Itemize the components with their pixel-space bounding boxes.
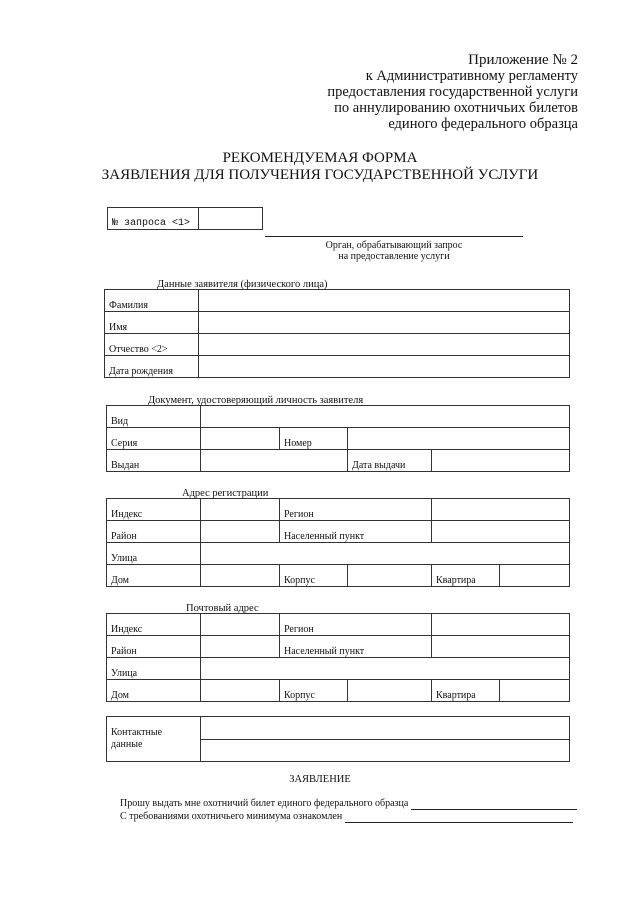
appendix-line: предоставления государственной услуги: [327, 84, 578, 100]
reg-locality-field[interactable]: [432, 521, 570, 543]
doc-type-field[interactable]: [201, 406, 570, 428]
postal-region-label: Регион: [280, 614, 432, 636]
issue-date-field[interactable]: [432, 450, 570, 472]
statement-acknowledge-row: [120, 811, 573, 823]
issued-by-label: Выдан: [107, 450, 201, 472]
contacts-label-line1: Контактные: [111, 727, 163, 738]
name-field[interactable]: [199, 312, 570, 334]
postal-apartment-label: Квартира: [432, 680, 500, 702]
issue-date-label: Дата выдачи: [348, 450, 432, 472]
postal-building-label: Корпус: [280, 680, 348, 702]
appendix-line: к Административному регламенту: [365, 68, 578, 84]
table-row: [107, 658, 570, 680]
number-label: Номер: [280, 428, 348, 450]
contacts-table: [106, 716, 570, 762]
surname-field[interactable]: [199, 290, 570, 312]
patronymic-label: Отчество <2>: [105, 334, 199, 356]
statement-request-row: [120, 798, 577, 810]
table-row: [107, 428, 570, 450]
reg-apartment-label: Квартира: [432, 565, 500, 587]
reg-building-label: Корпус: [280, 565, 348, 587]
postal-district-label: Район: [107, 636, 201, 658]
table-row: [105, 356, 570, 378]
birth-date-label: Дата рождения: [105, 356, 199, 378]
organ-underline[interactable]: [265, 236, 523, 237]
reg-district-field[interactable]: [201, 521, 280, 543]
table-row: [107, 543, 570, 565]
reg-house-field[interactable]: [201, 565, 280, 587]
postal-house-label: Дом: [107, 680, 201, 702]
registration-table: [106, 498, 570, 587]
table-row: [107, 499, 570, 521]
identity-table: [106, 405, 570, 472]
identity-section-title: Документ, удостоверяющий личность заявителя: [148, 395, 364, 406]
statement-request-text: Прошу выдать мне охотничий билет единого федерального образца: [120, 798, 409, 809]
contacts-field-2[interactable]: [201, 739, 570, 762]
reg-index-label: Индекс: [107, 499, 201, 521]
statement-title: ЗАЯВЛЕНИЕ: [289, 774, 351, 785]
postal-building-field[interactable]: [348, 680, 432, 702]
postal-region-field[interactable]: [432, 614, 570, 636]
reg-apartment-field[interactable]: [500, 565, 570, 587]
table-row: [107, 680, 570, 702]
reg-building-field[interactable]: [348, 565, 432, 587]
number-field[interactable]: [348, 428, 570, 450]
postal-house-field[interactable]: [201, 680, 280, 702]
name-label: Имя: [105, 312, 199, 334]
postal-apartment-field[interactable]: [500, 680, 570, 702]
postal-section-title: Почтовый адрес: [186, 603, 259, 614]
table-row: [105, 290, 570, 312]
statement-acknowledge-text: С требованиями охотничьего минимума ознакомлен: [120, 811, 343, 822]
table-row: [105, 334, 570, 356]
reg-street-label: Улица: [107, 543, 201, 565]
postal-table: [106, 613, 570, 702]
applicant-table: [104, 289, 570, 378]
table-row: [107, 565, 570, 587]
series-field[interactable]: [201, 428, 280, 450]
contacts-field-1[interactable]: [201, 717, 570, 740]
patronymic-field[interactable]: [199, 334, 570, 356]
reg-district-label: Район: [107, 521, 201, 543]
table-row: [107, 450, 570, 472]
reg-index-field[interactable]: [201, 499, 280, 521]
table-row: [107, 636, 570, 658]
series-label: Серия: [107, 428, 201, 450]
statement-acknowledge-field[interactable]: [345, 811, 573, 823]
postal-locality-label: Населенный пункт: [280, 636, 432, 658]
reg-street-field[interactable]: [201, 543, 570, 565]
appendix-line: единого федерального образца: [388, 116, 578, 132]
issued-by-field[interactable]: [201, 450, 348, 472]
table-row: [107, 521, 570, 543]
appendix-line: по аннулированию охотничьих билетов: [334, 100, 578, 116]
form-title-line1: РЕКОМЕНДУЕМАЯ ФОРМА: [222, 150, 418, 166]
table-row: [107, 717, 570, 740]
doc-type-label: Вид: [107, 406, 201, 428]
request-number-box: [107, 207, 263, 230]
postal-index-label: Индекс: [107, 614, 201, 636]
registration-section-title: Адрес регистрации: [182, 488, 269, 499]
applicant-section-title: Данные заявителя (физического лица): [157, 279, 328, 290]
request-number-label: № запроса <1>: [108, 208, 199, 230]
table-row: [105, 312, 570, 334]
contacts-label-line2: данные: [111, 739, 143, 750]
table-row: [107, 614, 570, 636]
postal-locality-field[interactable]: [432, 636, 570, 658]
organ-caption: Орган, обрабатывающий запрос: [325, 240, 463, 251]
surname-label: Фамилия: [105, 290, 199, 312]
reg-region-label: Регион: [280, 499, 432, 521]
birth-date-field[interactable]: [199, 356, 570, 378]
reg-house-label: Дом: [107, 565, 201, 587]
postal-district-field[interactable]: [201, 636, 280, 658]
appendix-number: Приложение № 2: [468, 52, 578, 68]
organ-caption: на предоставление услуги: [338, 251, 450, 262]
statement-request-field[interactable]: [411, 798, 577, 810]
postal-street-label: Улица: [107, 658, 201, 680]
contacts-label: [107, 717, 201, 762]
form-title-line2: ЗАЯВЛЕНИЯ ДЛЯ ПОЛУЧЕНИЯ ГОСУДАРСТВЕННОЙ УСЛУГИ: [101, 167, 539, 183]
postal-index-field[interactable]: [201, 614, 280, 636]
reg-region-field[interactable]: [432, 499, 570, 521]
table-row: [107, 406, 570, 428]
reg-locality-label: Населенный пункт: [280, 521, 432, 543]
postal-street-field[interactable]: [201, 658, 570, 680]
request-number-field[interactable]: [199, 208, 263, 230]
